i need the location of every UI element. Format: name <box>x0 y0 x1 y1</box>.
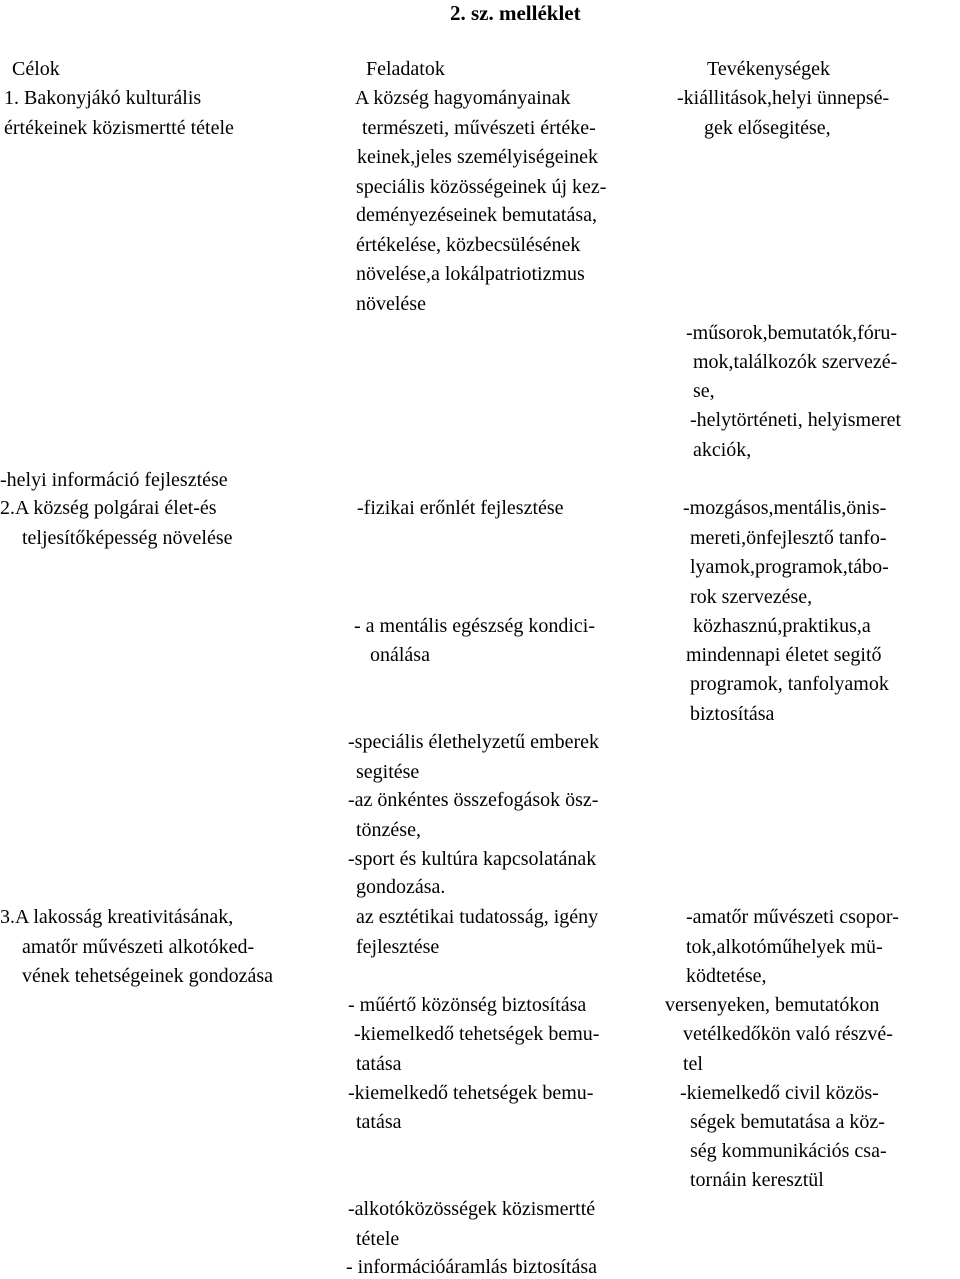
task-line: tétele <box>356 1228 400 1250</box>
activity-line: akciók, <box>693 439 752 461</box>
task-line: -az önkéntes összefogások ösz- <box>348 789 599 811</box>
task-line: deményezéseinek bemutatása, <box>356 204 597 226</box>
task-line: -sport és kultúra kapcsolatának <box>348 848 597 870</box>
activity-line: vetélkedőkön való részvé- <box>683 1023 893 1045</box>
activity-line: tok,alkotóműhelyek mü- <box>686 936 883 958</box>
activity-line: mok,találkozók szervezé- <box>693 351 898 373</box>
goal-line: vének tehetségeinek gondozása <box>22 965 274 987</box>
task-line: tatása <box>356 1053 402 1075</box>
activity-line: se, <box>693 380 715 402</box>
task-line: -alkotóközösségek közismertté <box>348 1198 596 1220</box>
activity-line: versenyeken, bemutatókon <box>665 994 880 1016</box>
activity-line: -helytörténeti, helyismeret <box>690 409 902 431</box>
task-line: -kiemelkedő tehetségek bemu- <box>354 1023 600 1045</box>
page-title: 2. sz. melléklet <box>450 1 581 25</box>
task-line: -fizikai erőnlét fejlesztése <box>357 497 564 519</box>
goal-line: 1. Bakonyjákó kulturális <box>4 87 202 109</box>
task-line: - információáramlás biztosítása <box>346 1256 598 1278</box>
activity-line: tel <box>683 1053 703 1075</box>
column-header-activities: Tevékenységek <box>707 58 830 80</box>
task-line: - műértő közönség biztosítása <box>348 994 587 1016</box>
column-header-goals: Célok <box>12 58 60 80</box>
activity-line: -műsorok,bemutatók,fóru- <box>686 322 898 344</box>
task-line: - a mentális egészség kondici- <box>354 615 596 637</box>
activity-line: ség kommunikációs csa- <box>690 1140 887 1162</box>
activity-line: közhasznú,praktikus,a <box>693 615 871 637</box>
activity-line: lyamok,programok,tábo- <box>690 556 889 578</box>
task-line: -speciális élethelyzetű emberek <box>348 731 599 753</box>
activity-line: rok szervezése, <box>690 586 813 608</box>
column-header-tasks: Feladatok <box>366 58 445 80</box>
task-line: az esztétikai tudatosság, igény <box>356 906 599 928</box>
activity-line: programok, tanfolyamok <box>690 673 889 695</box>
goal-line: teljesítőképesség növelése <box>22 527 233 549</box>
task-line: tönzése, <box>356 819 421 841</box>
task-line: tatása <box>356 1111 402 1133</box>
activity-line: -mozgásos,mentális,önis- <box>683 497 887 519</box>
task-line: értékelése, közbecsülésének <box>356 234 581 256</box>
task-line: -kiemelkedő tehetségek bemu- <box>348 1082 594 1104</box>
task-line: keinek,jeles személyiségeinek <box>357 146 599 168</box>
goal-line: értékeinek közismertté tétele <box>4 117 234 139</box>
task-line: gondozása. <box>356 876 446 898</box>
activity-line: -kiállitások,helyi ünnepsé- <box>677 87 890 109</box>
activity-line: gek elősegitése, <box>704 117 831 139</box>
task-line: segitése <box>356 761 420 783</box>
task-line: A község hagyományainak <box>355 87 571 109</box>
activity-line: ségek bemutatása a köz- <box>690 1111 885 1133</box>
task-line: onálása <box>370 644 430 666</box>
activity-line: -kiemelkedő civil közös- <box>680 1082 879 1104</box>
activity-line: biztosítása <box>690 703 775 725</box>
activity-line: ködtetése, <box>686 965 767 987</box>
activity-line: mindennapi életet segitő <box>686 644 882 666</box>
task-line: természeti, művészeti értéke- <box>362 117 596 139</box>
task-line: növelése,a lokálpatriotizmus <box>356 263 585 285</box>
task-line: fejlesztése <box>356 936 440 958</box>
activity-line: mereti,önfejlesztő tanfo- <box>690 527 887 549</box>
goal-line: 3.A lakosság kreativitásának, <box>0 906 234 928</box>
goal-line: amatőr művészeti alkotóked- <box>22 936 255 958</box>
task-line: speciális közösségeinek új kez- <box>356 176 607 198</box>
goal-line: 2.A község polgárai élet-és <box>0 497 217 519</box>
task-line: növelése <box>356 293 426 315</box>
activity-line: -amatőr művészeti csopor- <box>686 906 899 928</box>
goal-line: -helyi információ fejlesztése <box>0 469 228 491</box>
activity-line: tornáin keresztül <box>690 1169 824 1191</box>
